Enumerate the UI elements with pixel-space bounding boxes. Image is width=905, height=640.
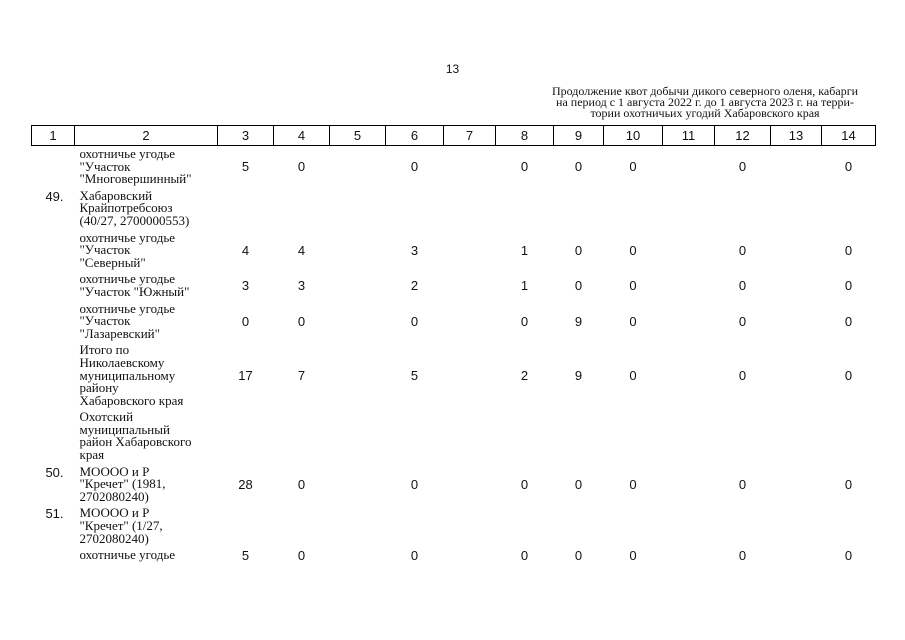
cell-col-10: 0: [629, 313, 637, 329]
cell-col-9: [554, 505, 604, 547]
cell-col-10: [604, 505, 663, 547]
cell-col-12: 0: [738, 313, 747, 329]
column-header-1: 1: [32, 126, 75, 146]
row-number: 50.: [45, 464, 64, 480]
column-header-6: 6: [386, 126, 444, 146]
cell-col-11: [663, 188, 715, 230]
cell-col-13: [771, 188, 822, 230]
cell-col-8: [496, 505, 554, 547]
cell-col-11: [663, 146, 715, 188]
cell-col-5: [330, 301, 386, 343]
cell-col-3: [218, 409, 274, 463]
cell-col-4: 4: [297, 242, 306, 258]
row-name: охотничье угодье "Участок "Лазаревский": [79, 300, 176, 341]
cell-col-10: 0: [629, 242, 637, 258]
cell-col-7: [444, 188, 496, 230]
cell-col-14: 0: [844, 313, 853, 329]
table-row: [32, 188, 876, 230]
row-number: [32, 146, 75, 188]
cell-col-9: 0: [574, 278, 583, 294]
table-row: [32, 342, 876, 409]
cell-col-3: 28: [238, 477, 253, 493]
cell-col-14: 0: [844, 278, 853, 294]
quota-table: [31, 125, 876, 564]
row-name: охотничье угодье "Участок "Северный": [79, 229, 176, 270]
cell-col-8: 0: [520, 477, 529, 493]
cell-col-14: 0: [844, 548, 853, 564]
row-number: [32, 301, 75, 343]
cell-col-8: 0: [520, 313, 529, 329]
cell-col-3: [218, 505, 274, 547]
cell-col-7: [444, 409, 496, 463]
cell-col-9: [554, 409, 604, 463]
cell-col-5: [330, 547, 386, 564]
cell-col-12: [715, 188, 771, 230]
cell-col-12: [715, 505, 771, 547]
cell-col-3: 4: [241, 242, 250, 258]
row-name: Охотский муниципальный район Хабаровского края: [79, 409, 192, 463]
cell-col-9: 9: [574, 368, 583, 384]
cell-col-13: [771, 505, 822, 547]
row-number: [32, 342, 75, 409]
row-name: МОООО и Р "Кречет" (1981, 2702080240): [79, 463, 166, 504]
row-name: МОООО и Р "Кречет" (1/27, 2702080240): [79, 505, 163, 546]
column-header-4: 4: [274, 126, 330, 146]
cell-col-5: [330, 146, 386, 188]
cell-col-7: [444, 547, 496, 564]
cell-col-6: 5: [410, 368, 419, 384]
cell-col-11: [663, 547, 715, 564]
cell-col-7: [444, 271, 496, 300]
cell-col-7: [444, 301, 496, 343]
table-row: [32, 547, 876, 564]
row-number: [32, 230, 75, 272]
row-name: Итого по Николаевскому муниципальному району Хабаровского края: [79, 342, 184, 408]
cell-col-13: [771, 547, 822, 564]
row-number: [32, 409, 75, 463]
row-number: 49.: [45, 188, 64, 204]
cell-col-9: 0: [574, 242, 583, 258]
column-header-8: 8: [496, 126, 554, 146]
cell-col-11: [663, 342, 715, 409]
cell-col-8: 0: [520, 548, 529, 564]
table-row: [32, 464, 876, 506]
cell-col-6: [386, 188, 444, 230]
cell-col-12: 0: [738, 548, 747, 564]
row-name: охотничье угодье "Участок "Южный": [79, 271, 190, 299]
cell-col-10: 0: [629, 278, 637, 294]
row-name: охотничье угодье "Участок "Многовершинный": [79, 146, 192, 187]
cell-col-14: 0: [844, 159, 853, 175]
cell-col-13: [771, 271, 822, 300]
table-row: [32, 271, 876, 300]
column-header-13: 13: [771, 126, 822, 146]
column-header-3: 3: [218, 126, 274, 146]
cell-col-6: 3: [410, 242, 419, 258]
row-name: Хабаровский Крайпотребсоюз (40/27, 2700000553): [79, 187, 190, 228]
cell-col-13: [771, 342, 822, 409]
cell-col-14: 0: [844, 242, 853, 258]
cell-col-6: 0: [410, 477, 419, 493]
table-row: [32, 409, 876, 463]
cell-col-7: [444, 146, 496, 188]
cell-col-9: 0: [574, 159, 583, 175]
column-header-5: 5: [330, 126, 386, 146]
column-header-12: 12: [715, 126, 771, 146]
cell-col-5: [330, 342, 386, 409]
cell-col-11: [663, 301, 715, 343]
cell-col-5: [330, 230, 386, 272]
row-number: [32, 547, 75, 564]
cell-col-6: 2: [410, 278, 419, 294]
cell-col-9: 0: [574, 477, 583, 493]
cell-col-10: 0: [629, 159, 637, 175]
cell-col-4: [274, 505, 330, 547]
cell-col-10: [604, 409, 663, 463]
cell-col-4: 0: [297, 313, 306, 329]
cell-col-4: [274, 409, 330, 463]
cell-col-5: [330, 188, 386, 230]
cell-col-14: 0: [844, 368, 853, 384]
cell-col-8: 2: [520, 368, 529, 384]
cell-col-6: 0: [410, 548, 419, 564]
table-body: [32, 146, 876, 564]
cell-col-4: [274, 188, 330, 230]
column-header-14: 14: [822, 126, 876, 146]
cell-col-14: [822, 505, 876, 547]
table-caption: Продолжение квот добычи дикого северного оленя, кабарги на период с 1 августа 2022 г. до 1 августа 2023 г. на терри- тории охотничьих угодий Хабаровского края: [551, 84, 859, 120]
row-name: охотничье угодье: [79, 547, 176, 563]
cell-col-8: 1: [520, 242, 529, 258]
cell-col-8: [496, 409, 554, 463]
cell-col-10: [604, 188, 663, 230]
cell-col-6: [386, 409, 444, 463]
table-row: [32, 301, 876, 343]
cell-col-7: [444, 505, 496, 547]
cell-col-11: [663, 505, 715, 547]
cell-col-8: 0: [520, 159, 529, 175]
cell-col-11: [663, 230, 715, 272]
cell-col-12: 0: [738, 242, 747, 258]
cell-col-11: [663, 409, 715, 463]
cell-col-12: 0: [738, 477, 747, 493]
cell-col-3: 5: [241, 159, 250, 175]
column-header-10: 10: [604, 126, 663, 146]
cell-col-12: 0: [738, 159, 747, 175]
cell-col-14: 0: [844, 477, 853, 493]
cell-col-14: [822, 188, 876, 230]
cell-col-10: 0: [629, 477, 637, 493]
cell-col-3: 0: [241, 313, 250, 329]
cell-col-12: [715, 409, 771, 463]
cell-col-11: [663, 271, 715, 300]
cell-col-10: 0: [629, 368, 637, 384]
cell-col-13: [771, 230, 822, 272]
cell-col-7: [444, 342, 496, 409]
cell-col-3: 17: [238, 368, 253, 384]
cell-col-13: [771, 301, 822, 343]
table-row: [32, 230, 876, 272]
table-row: [32, 505, 876, 547]
column-header-11: 11: [663, 126, 715, 146]
column-header-7: 7: [444, 126, 496, 146]
cell-col-9: [554, 188, 604, 230]
cell-col-7: [444, 230, 496, 272]
row-number: [32, 271, 75, 300]
cell-col-4: 7: [297, 368, 306, 384]
table-header-row: [32, 126, 876, 146]
column-header-9: 9: [554, 126, 604, 146]
cell-col-10: 0: [629, 548, 637, 564]
cell-col-4: 0: [297, 159, 306, 175]
cell-col-3: 3: [241, 278, 250, 294]
cell-col-13: [771, 146, 822, 188]
cell-col-9: 0: [574, 548, 583, 564]
cell-col-5: [330, 409, 386, 463]
cell-col-12: 0: [738, 278, 747, 294]
row-number: 51.: [45, 506, 64, 522]
page-number: 13: [445, 62, 460, 76]
cell-col-11: [663, 464, 715, 506]
cell-col-6: [386, 505, 444, 547]
cell-col-13: [771, 464, 822, 506]
cell-col-6: 0: [410, 313, 419, 329]
cell-col-13: [771, 409, 822, 463]
cell-col-9: 9: [574, 313, 583, 329]
cell-col-4: 0: [297, 548, 306, 564]
cell-col-5: [330, 505, 386, 547]
cell-col-4: 0: [297, 477, 306, 493]
cell-col-8: 1: [520, 278, 529, 294]
cell-col-8: [496, 188, 554, 230]
cell-col-3: 5: [241, 548, 250, 564]
cell-col-14: [822, 409, 876, 463]
cell-col-12: 0: [738, 368, 747, 384]
cell-col-7: [444, 464, 496, 506]
column-header-2: 2: [75, 126, 218, 146]
cell-col-5: [330, 271, 386, 300]
table-row: [32, 146, 876, 188]
cell-col-4: 3: [297, 278, 306, 294]
cell-col-5: [330, 464, 386, 506]
cell-col-6: 0: [410, 159, 419, 175]
cell-col-3: [218, 188, 274, 230]
